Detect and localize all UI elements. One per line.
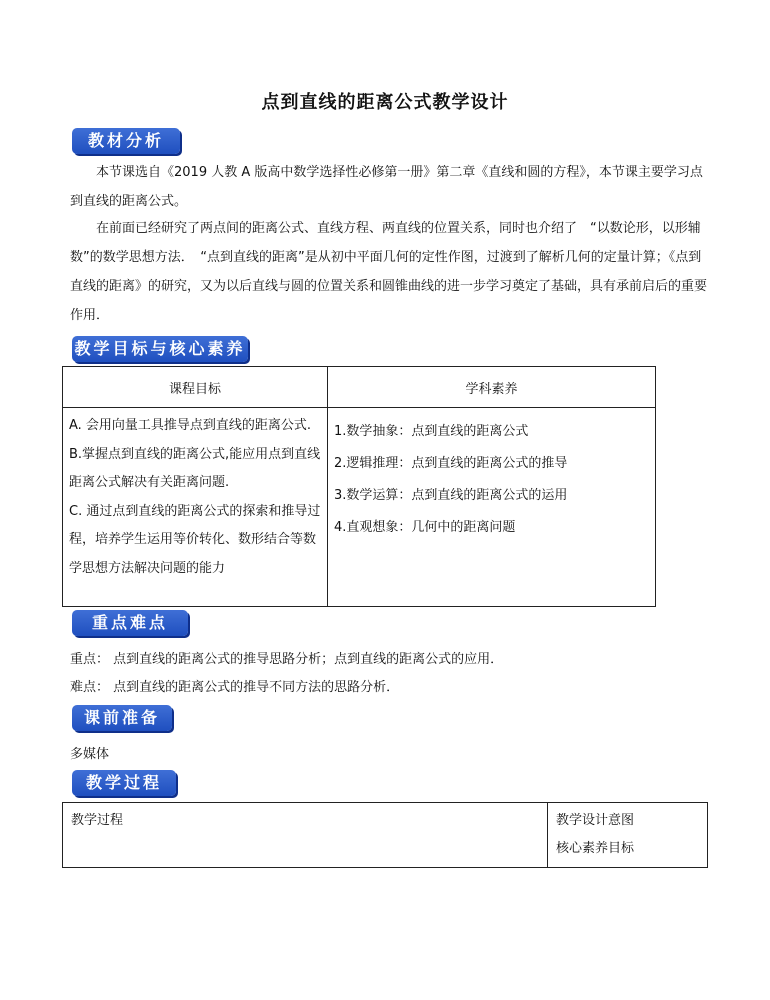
literacy-cell	[328, 408, 656, 607]
goals-col-header-literacy: 学科素养	[328, 367, 656, 408]
process-table-row	[63, 803, 708, 868]
objective-item: A. 会用向量工具推导点到直线的距离公式.	[69, 418, 312, 433]
section-heading-analysis: 教材分析	[72, 128, 180, 154]
goals-table	[62, 366, 656, 607]
design-intent-label: 教学设计意图	[556, 813, 635, 828]
section-heading-process: 教学过程	[72, 770, 176, 796]
page-title: 点到直线的距离公式教学设计	[261, 92, 509, 113]
section-heading-prep: 课前准备	[72, 705, 172, 731]
goals-col-header-objectives: 课程目标	[63, 367, 328, 408]
literacy-item: 4.直观想象：几何中的距离问题	[334, 520, 516, 535]
prep-text: 多媒体	[70, 747, 110, 762]
analysis-paragraph-1: 本节课选自《2019 人教 A 版高中数学选择性必修第一册》第二章《直线和圆的方程》，本节课主要学习点到直线的距离公式。	[70, 165, 703, 209]
objective-item: B.掌握点到直线的距离公式,能应用点到直线距离公式解决有关距离问题.	[69, 446, 321, 490]
goals-table-header	[63, 367, 656, 408]
process-table	[62, 802, 708, 868]
literacy-item: 2.逻辑推理：点到直线的距离公式的推导	[334, 456, 568, 471]
goals-table-row	[63, 408, 656, 607]
literacy-item: 1.数学抽象：点到直线的距离公式	[334, 424, 529, 439]
objectives-cell	[63, 408, 328, 607]
process-col-side	[548, 803, 708, 868]
analysis-paragraph-2: 在前面已经研究了两点间的距离公式、直线方程、两直线的位置关系，同时也介绍了 “以数论形，以形辅数”的数学思想方法． “点到直线的距离”是从初中平面几何的定性作图，过渡到了解析几何的定量计算；《点到直线的距离》的研究，又为以后直线与圆的位置关系和圆锥曲线的进一步学习奠定了基础，具有承前启后的重要作用．	[70, 221, 708, 323]
key-point-text: 重点： 点到直线的距离公式的推导思路分析；点到直线的距离公式的应用．	[70, 652, 504, 667]
literacy-item: 3.数学运算：点到直线的距离公式的运用	[334, 488, 568, 503]
difficulty-text: 难点： 点到直线的距离公式的推导不同方法的思路分析．	[70, 680, 400, 695]
core-literacy-label: 核心素养目标	[556, 841, 635, 856]
section-heading-goals: 教学目标与核心素养	[72, 336, 248, 362]
section-heading-keypoints: 重点难点	[72, 610, 188, 636]
process-col-main: 教学过程	[63, 803, 548, 868]
objective-item: C. 通过点到直线的距离公式的探索和推导过程，培养学生运用等价转化、数形结合等数学思想方法解决问题的能力	[69, 503, 321, 576]
